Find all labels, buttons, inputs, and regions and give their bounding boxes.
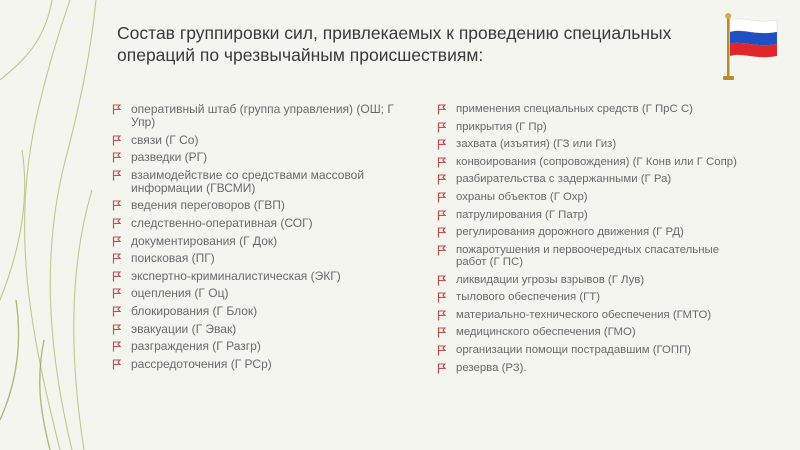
list-item-label: поисковая (ПГ) <box>131 251 215 266</box>
flag-bullet-icon <box>112 324 121 335</box>
list-item-label: разграждения (Г Разгр) <box>131 339 261 354</box>
list-item-label: экспертно-криминалистическая (ЭКГ) <box>131 268 341 283</box>
list-item-label: разведки (РГ) <box>131 150 208 165</box>
flag-bullet-icon <box>437 245 446 256</box>
list-item-label: охраны объектов (Г Охр) <box>456 190 588 203</box>
flag-bullet-icon <box>437 227 446 238</box>
list-item <box>437 291 737 303</box>
list-item <box>112 151 402 164</box>
list-item-label: документирования (Г Док) <box>131 233 278 248</box>
list-item <box>112 323 402 336</box>
flag-bullet-icon <box>112 218 121 229</box>
list-item-label: следственно-оперативная (СОГ) <box>131 215 313 230</box>
list-item <box>437 191 737 203</box>
list-item-label: разбирательства с задержанными (Г Ра) <box>456 173 672 186</box>
list-item-label: медицинского обеспечения (ГМО) <box>456 326 636 339</box>
flag-bullet-icon <box>112 200 121 211</box>
flag-bullet-icon <box>437 122 446 133</box>
flag-bullet-icon <box>437 327 446 338</box>
flag-bullet-icon <box>437 292 446 303</box>
flag-bullet-icon <box>112 104 121 115</box>
flag-bullet-icon <box>112 236 121 247</box>
list-item <box>112 199 402 212</box>
flag-bullet-icon <box>437 139 446 150</box>
list-item <box>437 326 737 338</box>
list-item-label: прикрытия (Г Пр) <box>456 120 547 133</box>
list-item <box>112 169 402 195</box>
list-item <box>437 226 737 238</box>
list-item-label: ликвидации угрозы взрывов (Г Лув) <box>456 273 645 286</box>
list-item-label: резерва (РЗ). <box>456 361 527 374</box>
list-item-label: захвата (изъятия) (ГЗ или Гиз) <box>456 138 617 151</box>
list-item-label: материально-технического обеспечения (ГМТО) <box>456 308 712 321</box>
list-item-label: оперативный штаб (группа управления) (ОШ; Г Упр) <box>131 102 394 129</box>
list-item-label: регулирования дорожного движения (Г РД) <box>456 226 684 239</box>
list-item <box>112 340 402 353</box>
list-item <box>437 103 737 115</box>
list-item <box>437 173 737 185</box>
flag-bullet-icon <box>437 157 446 168</box>
flag-bullet-icon <box>437 210 446 221</box>
flag-bullet-icon <box>112 135 121 146</box>
right-column-list <box>437 103 737 379</box>
list-item <box>112 217 402 230</box>
flag-bullet-icon <box>437 345 446 356</box>
list-item <box>437 244 737 268</box>
list-item <box>437 209 737 221</box>
list-item <box>437 121 737 133</box>
list-item <box>437 362 737 374</box>
flag-bullet-icon <box>112 170 121 181</box>
flag-bullet-icon <box>112 271 121 282</box>
list-item-label: конвоирования (сопровождения) (Г Конв или Г Сопр) <box>456 155 737 168</box>
list-item-label: эвакуации (Г Эвак) <box>131 321 237 336</box>
list-item <box>437 309 737 321</box>
flag-bullet-icon <box>437 174 446 185</box>
slide-title: Состав группировки сил, привлекаемых к проведению специальных операций по чрезвычайным происшествиям: <box>117 23 672 65</box>
list-item <box>112 103 402 129</box>
flag-bullet-icon <box>437 363 446 374</box>
list-item-label: применения специальных средств (Г ПрС С) <box>456 103 693 115</box>
left-column-list <box>112 103 402 375</box>
list-item-label: тылового обеспечения (ГТ) <box>456 291 601 304</box>
russian-flag-icon <box>721 12 781 82</box>
flag-bullet-icon <box>112 341 121 352</box>
list-item-label: блокирования (Г Блок) <box>131 303 258 318</box>
flag-bullet-icon <box>112 152 121 163</box>
list-item-label: взаимодействие со средствами массовой информации (ГВСМИ) <box>131 167 365 195</box>
list-item <box>112 287 402 300</box>
list-item <box>112 270 402 283</box>
flag-bullet-icon <box>437 104 446 115</box>
list-item <box>112 235 402 248</box>
list-item <box>112 134 402 147</box>
list-item <box>112 305 402 318</box>
flag-bullet-icon <box>112 306 121 317</box>
flag-bullet-icon <box>112 288 121 299</box>
list-item <box>112 252 402 265</box>
flag-bullet-icon <box>437 310 446 321</box>
list-item-label: организации помощи пострадавшим (ГОПП) <box>456 343 692 356</box>
list-item <box>437 138 737 150</box>
flag-bullet-icon <box>437 192 446 203</box>
flag-bullet-icon <box>437 275 446 286</box>
list-item-label: рассредоточения (Г РСр) <box>131 356 272 371</box>
list-item <box>112 358 402 371</box>
list-item <box>437 156 737 168</box>
list-item-label: связи (Г Со) <box>131 132 199 147</box>
list-item-label: патрулирования (Г Патр) <box>456 208 588 221</box>
list-item <box>437 274 737 286</box>
list-item <box>437 344 737 356</box>
flag-bullet-icon <box>112 253 121 264</box>
flag-bullet-icon <box>112 359 121 370</box>
list-item-label: оцепления (Г Оц) <box>131 286 229 301</box>
list-item-label: ведения переговоров (ГВП) <box>131 198 285 213</box>
list-item-label: пожаротушения и первоочередных спасательные работ (Г ПС) <box>456 243 720 268</box>
